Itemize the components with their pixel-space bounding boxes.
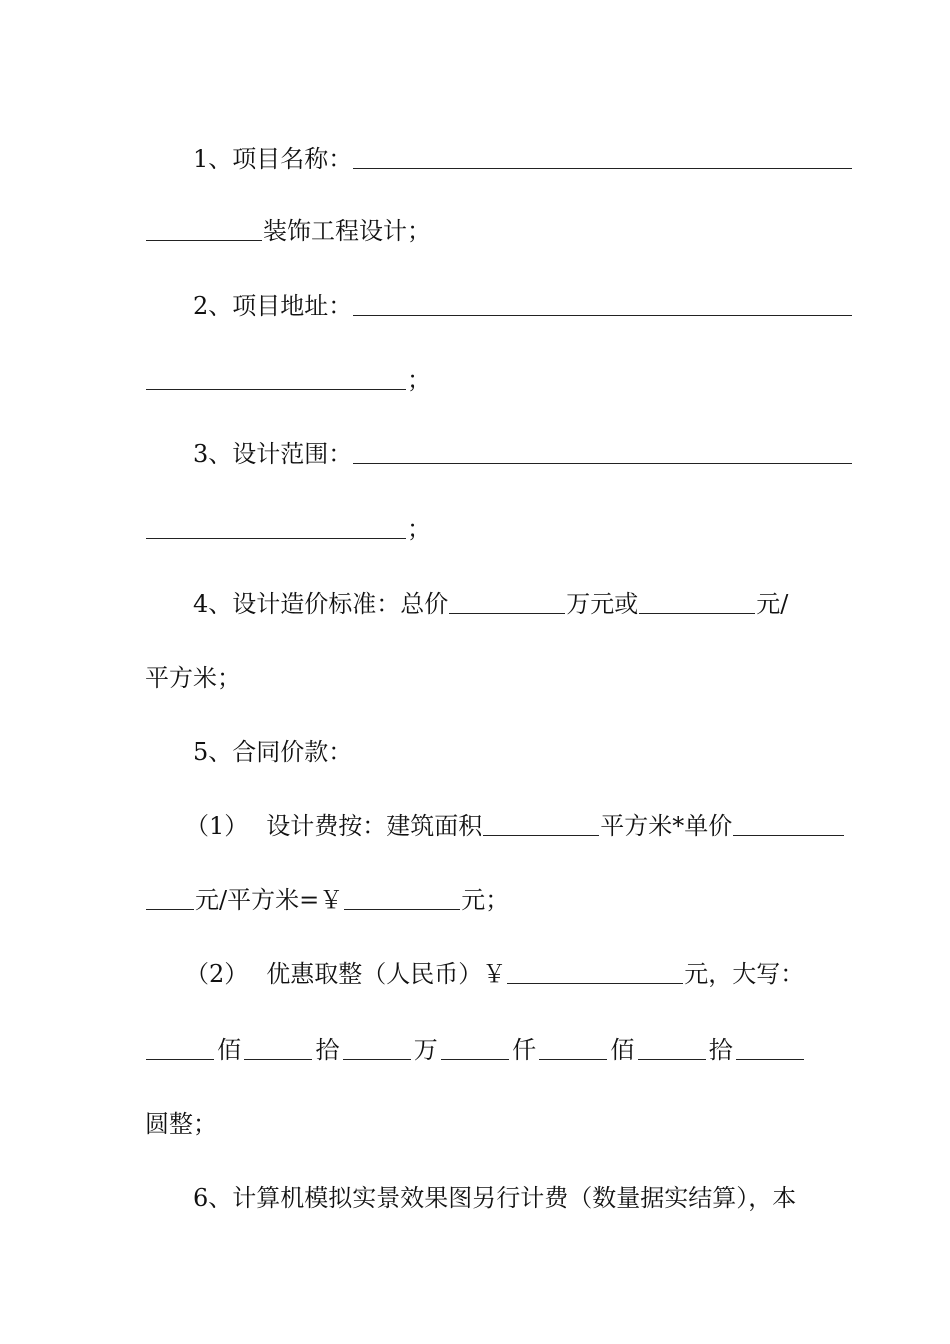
amount-blank[interactable] — [146, 1037, 214, 1060]
unit-wan: 万 — [413, 1036, 438, 1064]
item-suffix: 装饰工程设计； — [263, 217, 431, 245]
design-fee-total-blank[interactable] — [344, 887, 460, 910]
project-address-blank-2[interactable] — [146, 367, 406, 390]
item-number: 2、 — [193, 292, 233, 320]
subitem-label: 设计费按：建筑面积 — [266, 812, 483, 840]
subitem-label: 优惠取整（人民币）￥ — [266, 960, 507, 988]
item-2-continuation — [145, 354, 805, 394]
unit-price-label: 平方米*单价 — [600, 812, 733, 840]
project-address-blank[interactable] — [353, 293, 852, 316]
amount-blank[interactable] — [638, 1037, 706, 1060]
unit-yuan-end: 元； — [461, 886, 510, 914]
item-number: 3、 — [193, 440, 233, 468]
item-6-rendering-fee — [145, 1172, 853, 1212]
subitem-1-continuation — [145, 874, 805, 914]
subitem-2-chinese-amount — [145, 1024, 805, 1064]
item-label: 设计造价标准：总价 — [232, 590, 449, 618]
item-4-continuation — [145, 652, 805, 692]
amount-blank[interactable] — [244, 1037, 312, 1060]
amount-blank[interactable] — [441, 1037, 509, 1060]
item-4-cost-standard — [145, 578, 853, 618]
item-5-contract-price — [145, 726, 853, 766]
item-label: 计算机模拟实景效果图另行计费（数量据实结算），本 — [232, 1184, 797, 1212]
amount-blank[interactable] — [539, 1037, 607, 1060]
item-label: 合同价款： — [232, 738, 353, 766]
item-number: 6、 — [193, 1184, 233, 1212]
subitem-number: （1） — [185, 812, 249, 840]
item-label: 项目名称： — [232, 145, 353, 173]
unit-price-blank[interactable] — [639, 591, 755, 614]
design-scope-blank[interactable] — [353, 441, 852, 464]
unit-wanyuan: 万元或 — [566, 590, 639, 618]
unit-uppercase: 元，大写： — [684, 960, 805, 988]
project-name-blank[interactable] — [353, 146, 852, 169]
item-label: 设计范围： — [232, 440, 353, 468]
item-3-continuation — [145, 503, 805, 543]
unit-qian: 仟 — [512, 1036, 537, 1064]
item-number: 1、 — [193, 145, 233, 173]
item-label: 项目地址： — [232, 292, 353, 320]
unit-yuan: 元/ — [756, 590, 789, 618]
unit-shi-2: 拾 — [708, 1036, 733, 1064]
unit-bai-2: 佰 — [610, 1036, 635, 1064]
item-2-project-address — [145, 280, 853, 320]
amount-blank[interactable] — [343, 1037, 411, 1060]
subitem-2-continuation — [145, 1098, 805, 1138]
item-1-project-name — [145, 133, 853, 173]
unit-shi: 拾 — [315, 1036, 340, 1064]
item-suffix: ； — [407, 515, 431, 543]
subitem-number: （2） — [185, 960, 249, 988]
item-text: 圆整； — [145, 1110, 217, 1138]
project-name-blank-2[interactable] — [146, 218, 262, 241]
item-number: 5、 — [193, 738, 233, 766]
item-text: 平方米； — [145, 664, 241, 692]
rounded-amount-blank[interactable] — [507, 961, 683, 984]
item-suffix: ； — [407, 366, 431, 394]
design-scope-blank-2[interactable] — [146, 516, 406, 539]
item-1-continuation — [145, 205, 805, 245]
price-per-sqm-blank-2[interactable] — [146, 887, 194, 910]
unit-label: 元/平方米=￥ — [195, 886, 344, 914]
subitem-2-discount — [145, 948, 845, 988]
item-3-design-scope — [145, 428, 853, 468]
building-area-blank[interactable] — [483, 813, 599, 836]
amount-blank[interactable] — [736, 1037, 804, 1060]
price-per-sqm-blank[interactable] — [733, 813, 844, 836]
item-number: 4、 — [193, 590, 233, 618]
unit-bai: 佰 — [217, 1036, 242, 1064]
total-price-blank[interactable] — [449, 591, 565, 614]
subitem-1-design-fee — [145, 800, 845, 840]
